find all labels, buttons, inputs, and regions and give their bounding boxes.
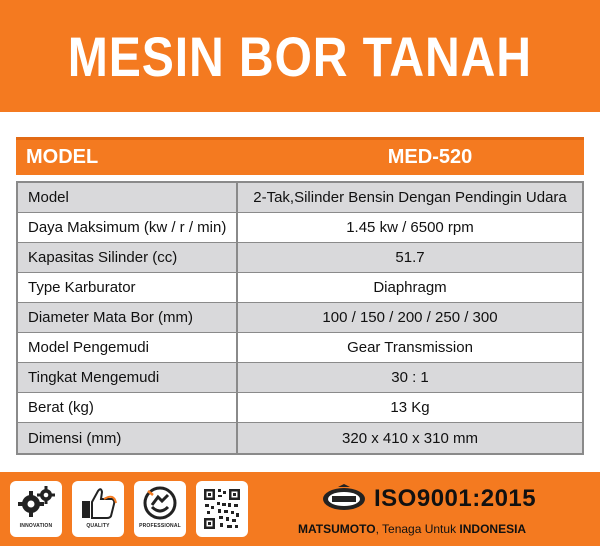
header-banner <box>0 0 600 112</box>
table-row <box>18 213 582 243</box>
tagline <box>298 522 588 536</box>
badge-professional <box>134 481 186 537</box>
row-label: Diameter Mata Bor (mm) <box>18 303 238 332</box>
thumbs-up-icon <box>78 485 118 521</box>
row-label: Type Karburator <box>18 273 238 302</box>
table-row <box>18 393 582 423</box>
row-label: Dimensi (mm) <box>18 423 238 453</box>
footer-bar <box>0 472 600 546</box>
tagline-middle: , Tenaga Untuk <box>375 522 460 536</box>
spec-table-body <box>16 181 584 455</box>
qr-code-icon <box>200 485 244 533</box>
table-row <box>18 243 582 273</box>
badge-label: QUALITY <box>86 523 110 529</box>
row-value: 30 : 1 <box>391 369 429 386</box>
certification-seal-icon <box>322 484 366 514</box>
hands-icon <box>140 485 180 521</box>
row-value: 1.45 kw / 6500 rpm <box>346 219 474 236</box>
tagline-brand: MATSUMOTO <box>298 522 376 536</box>
row-label: Daya Maksimum (kw / r / min) <box>18 213 238 242</box>
row-label: Model Pengemudi <box>18 333 238 362</box>
table-row <box>18 183 582 213</box>
table-row <box>18 303 582 333</box>
table-row <box>18 363 582 393</box>
row-label: Kapasitas Silinder (cc) <box>18 243 238 272</box>
header-model-value: MED-520 <box>387 146 473 168</box>
row-label: Model <box>18 183 238 212</box>
row-value: 51.7 <box>395 249 425 266</box>
header-label: MODEL <box>26 146 99 168</box>
row-value: Gear Transmission <box>347 339 473 356</box>
spec-table-header <box>16 137 584 175</box>
row-value: 320 x 410 x 310 mm <box>342 429 478 447</box>
row-value: Diaphragm <box>373 279 447 296</box>
badge-label: INNOVATION <box>19 523 53 529</box>
spec-table <box>16 137 584 455</box>
tagline-country: INDONESIA <box>459 522 527 536</box>
gears-icon <box>16 485 56 521</box>
badge-quality <box>72 481 124 537</box>
badge-innovation <box>10 481 62 537</box>
table-row <box>18 273 582 303</box>
iso-certification <box>322 484 572 514</box>
row-value: 13 Kg <box>390 399 430 416</box>
table-row <box>18 333 582 363</box>
iso-label: ISO9001:2015 <box>374 485 537 512</box>
badge-label: PROFESSIONAL <box>139 523 181 529</box>
row-label: Berat (kg) <box>18 393 238 422</box>
row-value: 2-Tak,Silinder Bensin Dengan Pendingin Udara <box>253 189 567 206</box>
table-row <box>18 423 582 453</box>
row-value: 100 / 150 / 200 / 250 / 300 <box>322 309 498 326</box>
row-label: Tingkat Mengemudi <box>18 363 238 392</box>
badge-qr <box>196 481 248 537</box>
page-title: MESIN BOR TANAH <box>67 24 533 88</box>
